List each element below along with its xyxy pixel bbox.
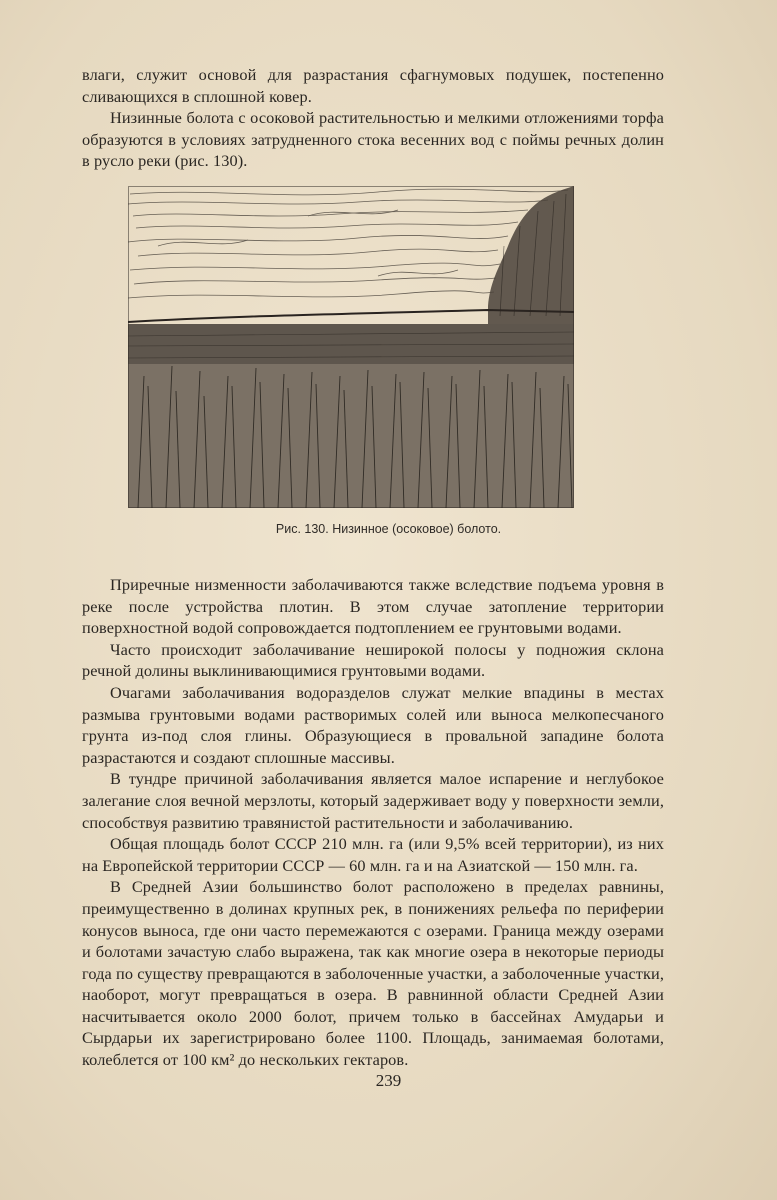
paragraph-continued: влаги, служит основой для разрастания сфагнумовых подушек, постепенно сливающихся в сплошной ковер. — [82, 65, 664, 106]
paragraph-lowland-bogs: Низинные болота с осоковой растительностью и мелкими отложениями торфа образуются в условиях затрудненного стока весенних вод с поймы речных долин в русло реки (рис. 130). — [82, 108, 664, 171]
paragraph-tundra: В тундре причиной заболачивания является малое испарение и неглубокое залегание слоя вечной мерзлоты, который задерживает воду у поверхности земли, способствуя развитию травянистой растительности и заболачиванию. — [82, 769, 664, 832]
paragraph-watersheds: Очагами заболачивания водоразделов служат мелкие впадины в местах размыва грунтовыми водами растворимых солей или выноса мелкопесчаного грунта из-под слоя глины. Образующиеся в провальной западине болота разрастаются и создают сплошные массивы. — [82, 682, 664, 767]
paragraph-total-area: Общая площадь болот СССР 210 млн. га (или 9,5% всей территории), из них на Европейской территории СССР — 60 млн. га и на Азиатской — 150 млн. га. — [82, 834, 664, 875]
paragraph-central-asia: В Средней Азии большинство болот расположено в пределах равнины, преимущественно в долинах крупных рек, в понижениях рельефа по периферии конусов выноса, где они часто перемежаются с озерами. Граница между озерами и болотами зачастую слабо выражена, так как многие озера в некоторые периоды года по существу превращаются в заболоченные участки, а заболоченные участки, наоборот, могут превращаться в озера. В равнинной области Средней Азии насчитывается около 2000 болот, причем только в бассейнах Амударьи и Сырдарьи их зарегистрировано более 1100. Площадь, занимаемая болотами, колеблется от 100 км² до нескольких гектаров. — [82, 877, 664, 1070]
paragraph-riverside-lowlands: Приречные низменности заболачиваются также вследствие подъема уровня в реке после устройства плотин. В этом случае затопление территории поверхностной водой сопровождается подтоплением ее грунтовыми водами. — [82, 575, 664, 638]
figure-lowland-bog-illustration — [128, 186, 574, 508]
paragraph-valley-slope: Часто происходит заболачивание неширокой полосы у подножия склона речной долины выклинивающимися грунтовыми водами. — [82, 639, 664, 681]
main-text-block — [82, 574, 664, 1071]
page-number: 239 — [375, 1071, 402, 1090]
figure-caption: Рис. 130. Низинное (осоковое) болото. — [275, 522, 502, 536]
top-text-block — [82, 64, 664, 172]
